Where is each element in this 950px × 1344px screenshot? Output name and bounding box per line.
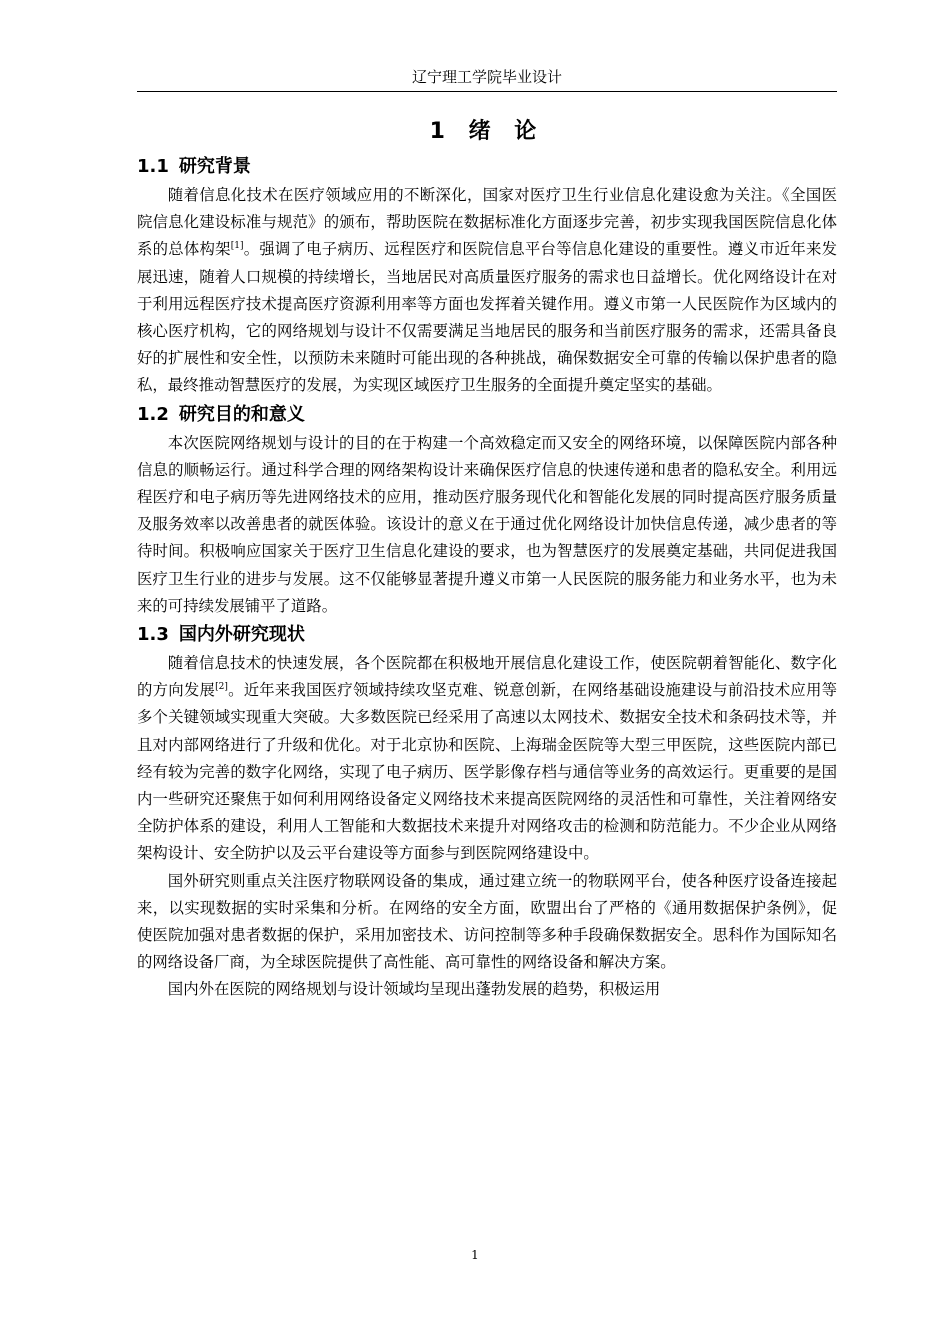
section-title: 国内外研究现状	[178, 624, 305, 646]
section-heading-1-3	[137, 620, 837, 650]
section-heading-1-1	[137, 152, 837, 182]
section-heading-1-2	[137, 400, 837, 430]
paragraph-text: 本次医院网络规划与设计的目的在于构建一个高效稳定而又安全的网络环境，以保障医院内部各种信息的顺畅运行。通过科学合理的网络架构设计来确保医疗信息的快速传递和患者的隐私安全。利用远程医疗和电子病历等先进网络技术的应用，推动医疗服务现代化和智能化发展的同时提高医疗服务质量及服务效率以改善患者的就医体验。该设计的意义在于通过优化网络设计加快信息传递，减少患者的等待时间。积极响应国家关于医疗卫生信息化建设的要求，也为智慧医疗的发展奠定基础，共同促进我国医疗卫生行业的进步与发展。这不仅能够显著提升遵义市第一人民医院的服务能力和业务水平，也为未来的可持续发展铺平了道路。	[137, 433, 837, 615]
page-number: 1	[471, 1248, 479, 1262]
paragraph	[137, 868, 837, 977]
citation-marker[interactable]: [2]	[215, 682, 228, 693]
section-title: 研究背景	[178, 156, 251, 177]
section-title: 研究目的和意义	[178, 403, 305, 425]
section-number: 1.1	[137, 156, 169, 177]
page-body	[137, 112, 837, 1004]
paragraph-text: 随着信息化技术在医疗领域应用的不断深化，国家对医疗卫生行业信息化建设愈为关注。《全国医院信息化建设标准与规范》的颁布，帮助医院在数据标准化方面逐步完善，初步实现我国医院信息化体系的总体构架	[137, 186, 837, 259]
page-header: 辽宁理工学院毕业设计	[411, 68, 562, 86]
paragraph-text: 国外研究则重点关注医疗物联网设备的集成，通过建立统一的物联网平台，使各种医疗设备连接起来，以实现数据的实时采集和分析。在网络的安全方面，欧盟出台了严格的《通用数据保护条例》，促使医院加强对患者数据的保护，采用加密技术、访问控制等多种手段确保数据安全。思科作为国际知名的网络设备厂商，为全球医院提供了高性能、高可靠性的网络设备和解决方案。	[137, 871, 837, 972]
citation-marker[interactable]: [1]	[230, 241, 244, 252]
paragraph-text: 。近年来我国医疗领域持续攻坚克难、锐意创新，在网络基础设施建设与前沿技术应用等多个关键领域实现重大突破。大多数医院已经采用了高速以太网技术、数据安全技术和条码技术等，并且对内部网络进行了升级和优化。对于北京协和医院、上海瑞金医院等大型三甲医院，这些医院内部已经有较为完善的数字化网络，实现了电子病历、医学影像存档与通信等业务的高效运行。更重要的是国内一些研究还聚焦于如何利用网络设备定义网络技术来提高医院网络的灵活性和可靠性，关注着网络安全防护体系的建设，利用人工智能和大数据技术来提升对网络攻击的检测和防范能力。不少企业从网络架构设计、安全防护以及云平台建设等方面参与到医院网络建设中。	[137, 681, 837, 863]
paragraph-text: 。强调了电子病历、远程医疗和医院信息平台等信息化建设的重要性。遵义市近年来发展迅速，随着人口规模的持续增长，当地居民对高质量医疗服务的需求也日益增长。优化网络设计在对于利用远程医疗技术提高医疗资源利用率等方面也发挥着关键作用。遵义市第一人民医院作为区域内的核心医疗机构，它的网络规划与设计不仅需要满足当地居民的服务和当前医疗服务的需求，还需具备良好的扩展性和安全性，以预防未来随时可能出现的各种挑战，确保数据安全可靠的传输以保护患者的隐私，最终推动智慧医疗的发展，为实现区域医疗卫生服务的全面提升奠定坚实的基础。	[137, 240, 837, 395]
section-number: 1.2	[137, 403, 169, 425]
chapter-title: 1 绪 论	[429, 119, 545, 144]
paragraph-text: 国内外在医院的网络规划与设计领域均呈现出蓬勃发展的趋势，积极运用	[167, 980, 661, 999]
paragraph	[137, 650, 837, 868]
paragraph-text: 随着信息技术的快速发展，各个医院都在积极地开展信息化建设工作，使医院朝着智能化、数字化的方向发展	[137, 654, 837, 700]
section-number: 1.3	[137, 624, 169, 646]
paragraph	[137, 182, 837, 400]
paragraph	[137, 430, 837, 620]
header-divider	[137, 91, 837, 92]
paragraph	[137, 976, 837, 1003]
